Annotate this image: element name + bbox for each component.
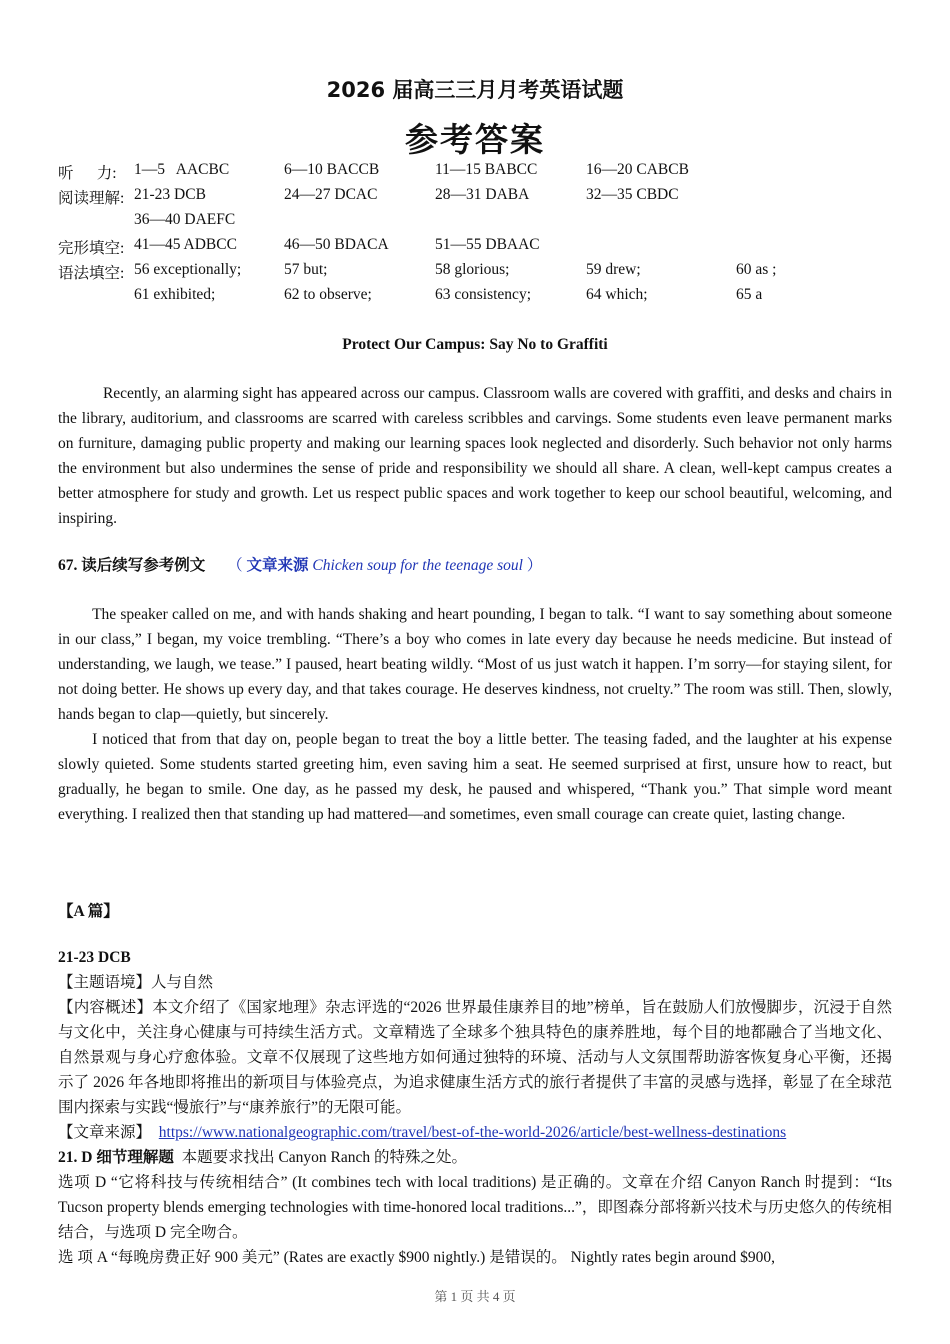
page-footer: 第 1 页 共 4 页 bbox=[434, 1289, 516, 1304]
answer-item: 24—27 DCAC bbox=[284, 186, 378, 203]
answer-item: 64 which; bbox=[586, 286, 648, 303]
answer-label: 阅读理解: bbox=[58, 190, 125, 207]
answer-item: 21-23 DCB bbox=[134, 186, 206, 203]
summary-text: 本文介绍了《国家地理》杂志评选的“2026 世界最佳康养目的地”榜单，旨在鼓励人们放慢脚步，沉浸于自然与文化中，关注身心健康与可持续生活方式。文章精选了全球多个独具特色的康养胜地，每个目的地都融合了当地文化、自然景观与身心疗愈体验。文章不仅展现了这些地方如何通过独特的环境、活动与人文氛围帮助游客恢复身心平衡，还揭示了 2026 年各地即将推出的新项目与体验亮点，为追求健康生活方式的旅行者提供了丰富的灵感与选择，彰显了在全球范围内探索与实践“慢旅行”与“康养旅行”的无限可能。 bbox=[58, 999, 892, 1116]
page-subtitle: 参考答案 bbox=[405, 120, 545, 159]
q21-line bbox=[58, 1145, 892, 1170]
section-67-title: 67. 读后续写参考例文 bbox=[58, 557, 206, 574]
essay-paragraph: Recently, an alarming sight has appeared across our campus. Classroom walls are covered with graffiti, and desks and chairs in the library, auditorium, and classrooms are scarred with careless scribbles and carvings. Some students even leave permanent marks on furniture, damaging public property and making our learning spaces look neglected and disorderly. Such behavior not only harms the environment but also undermines the sense of pride and responsibility we should all share. A clean, well-kept campus creates a better atmosphere for study and growth. Let us respect public spaces and work together to keep our school beautiful, welcoming, and inspiring. bbox=[58, 385, 892, 527]
summary-label: 【内容概述】 bbox=[58, 999, 153, 1016]
answer-item: 6—10 BACCB bbox=[284, 161, 380, 178]
theme-value: 人与自然 bbox=[151, 974, 214, 991]
answer-item: 32—35 CBDC bbox=[586, 186, 679, 203]
q21-heading: 21. D 细节理解题 bbox=[58, 1149, 174, 1166]
source-title: Chicken soup for the teenage soul bbox=[312, 557, 523, 574]
answer-item: 46—50 BDACA bbox=[284, 236, 389, 253]
page-title: 2026 届高三三月月考英语试题 bbox=[326, 78, 624, 102]
section-67-heading bbox=[58, 553, 542, 575]
theme-line bbox=[58, 970, 892, 995]
section-a-heading: 【A 篇】 bbox=[58, 903, 119, 920]
source-label: 文章来源 bbox=[246, 557, 309, 574]
answer-item: 59 drew; bbox=[586, 261, 641, 278]
answer-label: 完形填空: bbox=[58, 240, 125, 257]
answer-item: 36—40 DAEFC bbox=[134, 211, 236, 228]
continuation-paragraph-2: I noticed that from that day on, people began to treat the boy a little better. The teasing faded, and the laughter at his expense slowly quieted. Some students started greeting him, even saving him a seat. He seemed surprised at first, unsure how to react, but gradually, he began to smile. One day, as he passed my desk, he paused and whispered, “Thank you.” That simple word meant everything. I realized then that standing up had mattered—and sometimes, even small courage can create quiet, lasting change. bbox=[58, 731, 892, 823]
answer-item: 57 but; bbox=[284, 261, 328, 278]
answer-item: 16—20 CABCB bbox=[586, 161, 689, 178]
section-a-answers: 21-23 DCB bbox=[58, 949, 131, 966]
q21-explanation-1: 选项 D “它将科技与传统相结合” (It combines tech with local traditions) 是正确的。文章在介绍 Canyon Ranch 时提到：“Its Tucson property blends emerging technologies with time-honored local traditions...”，即图森分部将新兴技术与历史悠久的传统相结合，与选项 D 完全吻合。 bbox=[58, 1174, 892, 1241]
essay-title: Protect Our Campus: Say No to Graffiti bbox=[342, 336, 608, 353]
section-a-content bbox=[58, 945, 892, 1270]
answer-label: 听 力: bbox=[58, 165, 117, 182]
q21-intro: 本题要求找出 Canyon Ranch 的特殊之处。 bbox=[181, 1149, 468, 1166]
continuation-paragraph-1: The speaker called on me, and with hands shaking and heart pounding, I began to talk. “I want to say something about someone in our class,” I began, my voice trembling. “There’s a boy who comes in late every day because he needs medicine. But instead of understanding, we laugh, we tease.” I paused, heart beating wildly. “Most of us just watch it happen. I’m sorry—for staying silent, for not doing better. He shows up every day, and that takes courage. He deserves kindness, not cruelty.” The room was still. Then, slowly, hands began to clap—quietly, but sincerely. bbox=[58, 606, 892, 723]
answer-item: 28—31 DABA bbox=[435, 186, 530, 203]
answer-item: 62 to observe; bbox=[284, 286, 372, 303]
answer-item: 11—15 BABCC bbox=[435, 161, 538, 178]
article-source bbox=[227, 557, 542, 574]
answer-item: 1—5 AACBC bbox=[134, 161, 230, 178]
answer-item: 58 glorious; bbox=[435, 261, 510, 278]
answer-item: 63 consistency; bbox=[435, 286, 531, 303]
source-link[interactable]: https://www.nationalgeographic.com/travel/best-of-the-world-2026/article/best-wellness-destinations bbox=[158, 1124, 787, 1141]
answer-label: 语法填空: bbox=[58, 265, 125, 282]
summary-line bbox=[58, 995, 892, 1120]
source-open-paren: （ bbox=[227, 557, 243, 574]
q21-explanation-2: 选 项 A “每晚房费正好 900 美元” (Rates are exactly $900 nightly.) 是错误的。 Nightly rates begin around $900, bbox=[58, 1249, 776, 1266]
source-close-paren: ） bbox=[526, 557, 543, 574]
source-line bbox=[58, 1120, 892, 1145]
answer-item: 56 exceptionally; bbox=[134, 261, 242, 278]
answer-item: 41—45 ADBCC bbox=[134, 236, 237, 253]
source-line-label: 【文章来源】 bbox=[58, 1124, 152, 1141]
answer-item: 65 a bbox=[736, 286, 763, 303]
theme-label: 【主题语境】 bbox=[58, 974, 152, 991]
answer-item: 60 as ; bbox=[736, 261, 777, 278]
answer-item: 61 exhibited; bbox=[134, 286, 216, 303]
answer-item: 51—55 DBAAC bbox=[435, 236, 540, 253]
